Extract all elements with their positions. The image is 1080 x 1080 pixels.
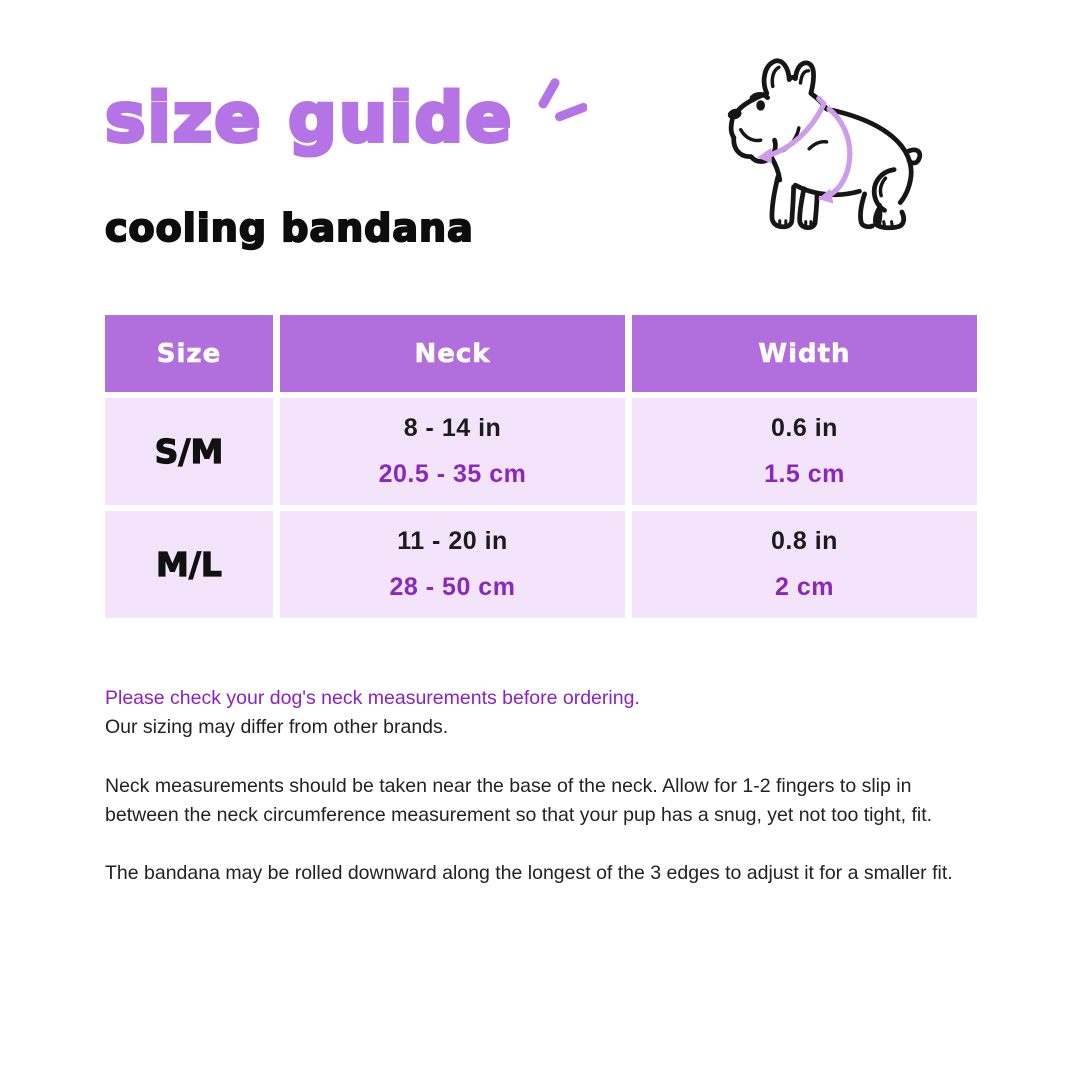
- dog-illustration-icon: [700, 50, 960, 249]
- neck-centimeters: 28 - 50 cm: [389, 573, 516, 601]
- page-subtitle: cooling bandana: [105, 206, 474, 250]
- neck-inches: 8 - 14 in: [403, 414, 502, 442]
- table-row-sm-size: [105, 398, 273, 505]
- column-header-neck: Neck: [280, 315, 625, 392]
- page-title: size guide: [105, 79, 514, 158]
- sparkle-icon: [523, 74, 587, 130]
- notes-section: [105, 684, 985, 888]
- header: [105, 79, 587, 158]
- table-row-ml-neck: [280, 511, 625, 618]
- width-inches: 0.6 in: [771, 414, 838, 442]
- table-row-sm-width: [632, 398, 977, 505]
- note-roll-adjustment: The bandana may be rolled downward along the longest of the 3 edges to adjust it for a smaller fit.: [105, 862, 953, 884]
- neck-inches: 11 - 20 in: [397, 527, 508, 555]
- note-sizing-differs: Our sizing may differ from other brands.: [105, 716, 449, 739]
- note-ordering: [105, 684, 985, 743]
- width-centimeters: 2 cm: [775, 573, 834, 601]
- table-row-ml-size: [105, 511, 273, 618]
- width-centimeters: 1.5 cm: [764, 460, 845, 488]
- size-value: M/L: [156, 545, 222, 584]
- note-highlight: Please check your dog's neck measurements before ordering.: [105, 687, 640, 709]
- table-row-ml-width: [632, 511, 977, 618]
- column-header-width: Width: [632, 315, 977, 392]
- size-value: S/M: [154, 432, 224, 471]
- neck-centimeters: 20.5 - 35 cm: [378, 460, 527, 488]
- table-row-sm-neck: [280, 398, 625, 505]
- column-header-size: Size: [105, 315, 273, 392]
- size-table: [105, 315, 977, 618]
- width-inches: 0.8 in: [771, 527, 838, 555]
- note-measurement-instructions: Neck measurements should be taken near the base of the neck. Allow for 1-2 fingers to slip in between the neck circumference measurement so that your pup has a snug, yet not too tight, fit.: [105, 774, 933, 826]
